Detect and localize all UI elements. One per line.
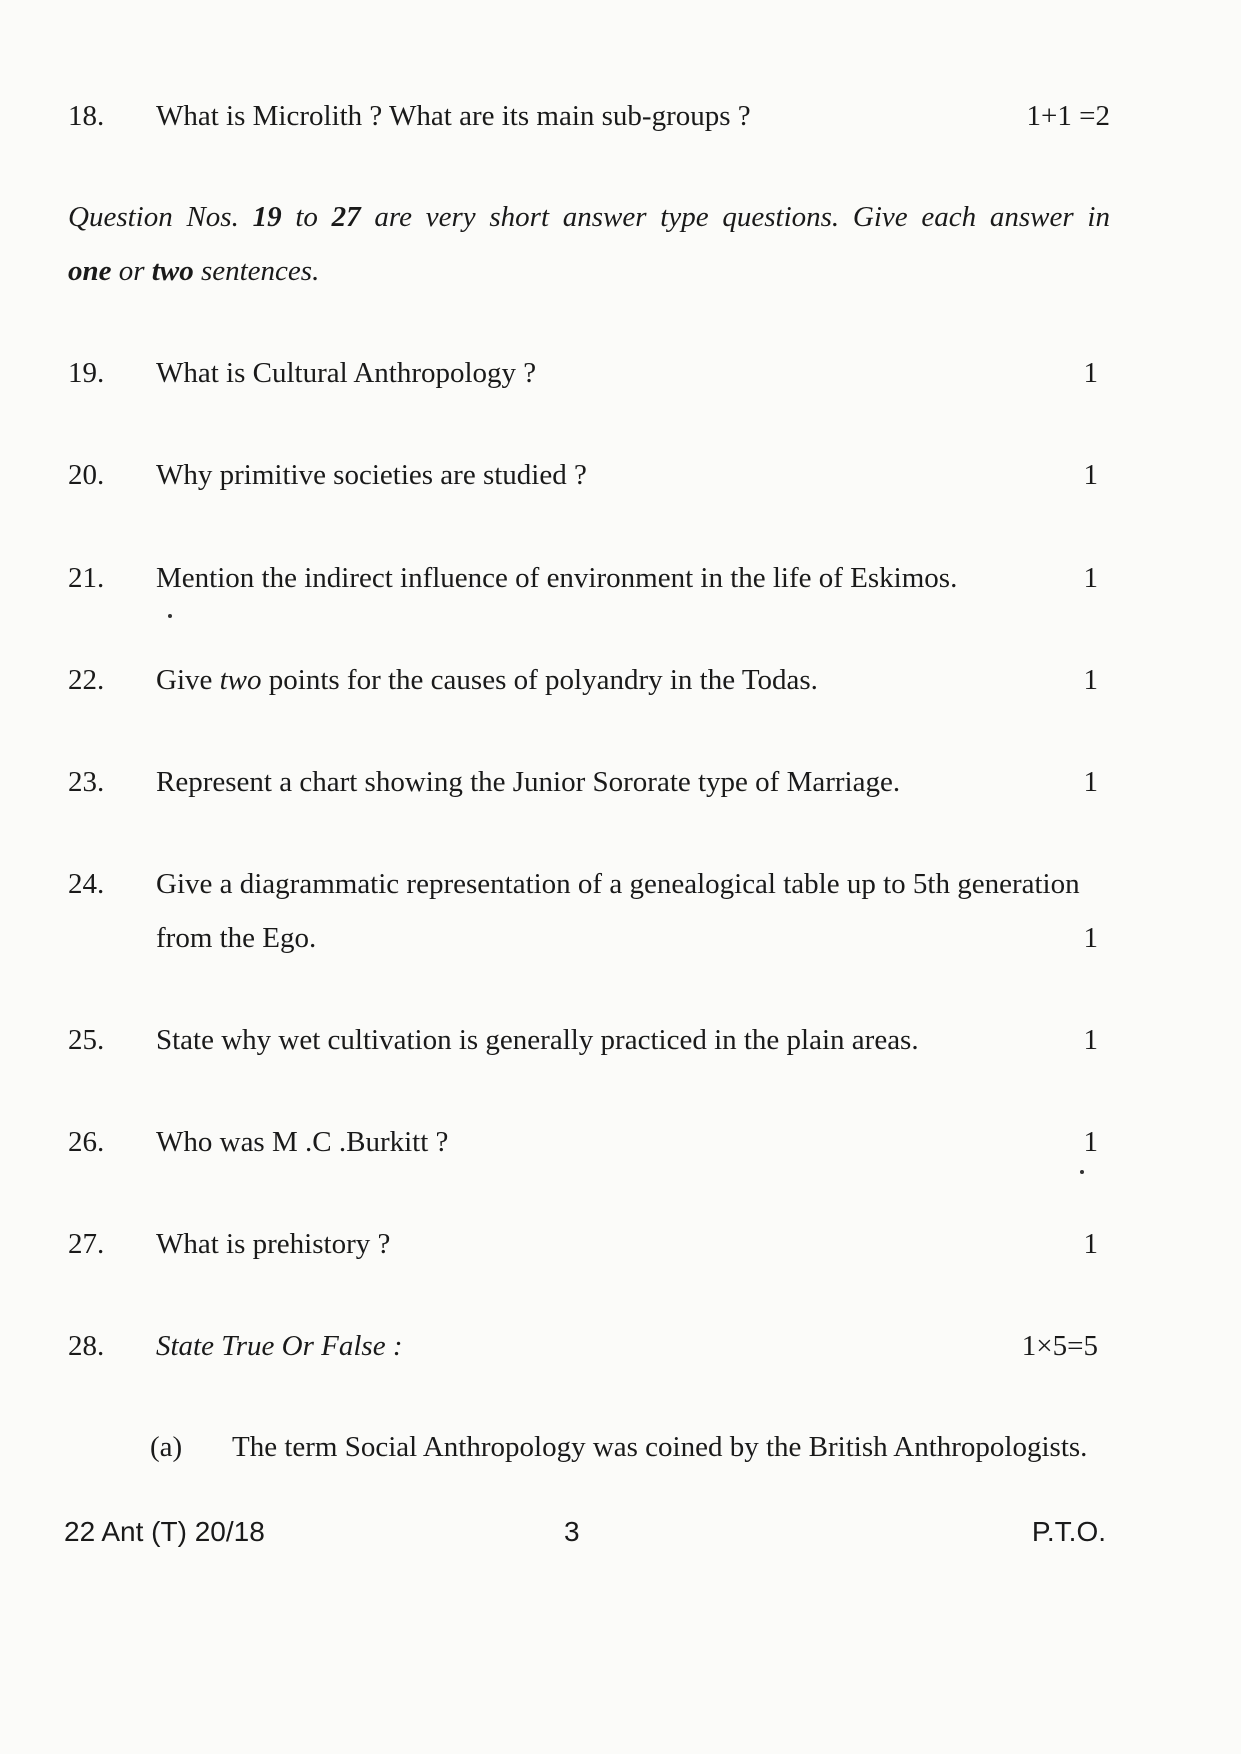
instruction-line-1: Question Nos. 19 to 27 are very short answer type questions. Give each answer in [68, 201, 1110, 233]
sub-question-label: (a) [150, 1431, 183, 1463]
question-text: Mention the indirect influence of environment in the life of Eskimos. [156, 562, 958, 594]
question-number: 23. [68, 766, 105, 798]
question-number: 19. [68, 357, 105, 389]
sub-question-28a [150, 1427, 1087, 1467]
question-text: What is Microlith ? What are its main sub-groups ? [156, 100, 751, 132]
question-number: 20. [68, 459, 105, 491]
question-marks: 1 [1083, 766, 1098, 798]
question-marks: 1 [1083, 1126, 1098, 1158]
pto-label: P.T.O. [1031, 1516, 1106, 1547]
question-text: State True Or False : [156, 1330, 403, 1362]
question-number: 28. [68, 1330, 105, 1362]
question-marks: 1 [1083, 1228, 1098, 1260]
question-marks: 1 [1083, 357, 1098, 389]
question-number: 26. [68, 1126, 105, 1158]
instruction-line-2: one or two sentences. [68, 255, 320, 287]
question-marks: 1×5=5 [1021, 1330, 1098, 1362]
question-text: Who was M .C .Burkitt ? [156, 1126, 449, 1158]
scan-speck [168, 614, 172, 618]
question-number: 24. [68, 868, 105, 900]
question-text: State why wet cultivation is generally practiced in the plain areas. [156, 1024, 919, 1056]
question-text: What is prehistory ? [156, 1228, 391, 1260]
page-number: 3 [564, 1516, 580, 1547]
section-instruction [68, 190, 1110, 298]
question-number: 27. [68, 1228, 105, 1260]
question-marks: 1 [1083, 922, 1098, 954]
question-number: 18. [68, 100, 105, 132]
question-marks: 1 [1083, 664, 1098, 696]
question-number: 25. [68, 1024, 105, 1056]
question-number: 21. [68, 562, 105, 594]
paper-code: 22 Ant (T) 20/18 [64, 1516, 265, 1547]
sub-question-text: The term Social Anthropology was coined by the British Anthropologists. [232, 1431, 1088, 1463]
question-text: Give two points for the causes of polyandry in the Todas. [156, 664, 818, 696]
question-text: What is Cultural Anthropology ? [156, 357, 537, 389]
question-marks: 1 [1083, 562, 1098, 594]
scan-speck [1080, 1170, 1084, 1174]
question-number: 22. [68, 664, 105, 696]
question-marks: 1 [1083, 1024, 1098, 1056]
question-text: Represent a chart showing the Junior Sororate type of Marriage. [156, 766, 901, 798]
question-text-line-1: Give a diagrammatic representation of a genealogical table up to 5th generation [156, 868, 1080, 900]
question-marks: 1+1 =2 [1026, 100, 1110, 132]
question-text-line-2: from the Ego. [156, 922, 317, 954]
question-marks: 1 [1083, 459, 1098, 491]
question-text: Why primitive societies are studied ? [156, 459, 587, 491]
